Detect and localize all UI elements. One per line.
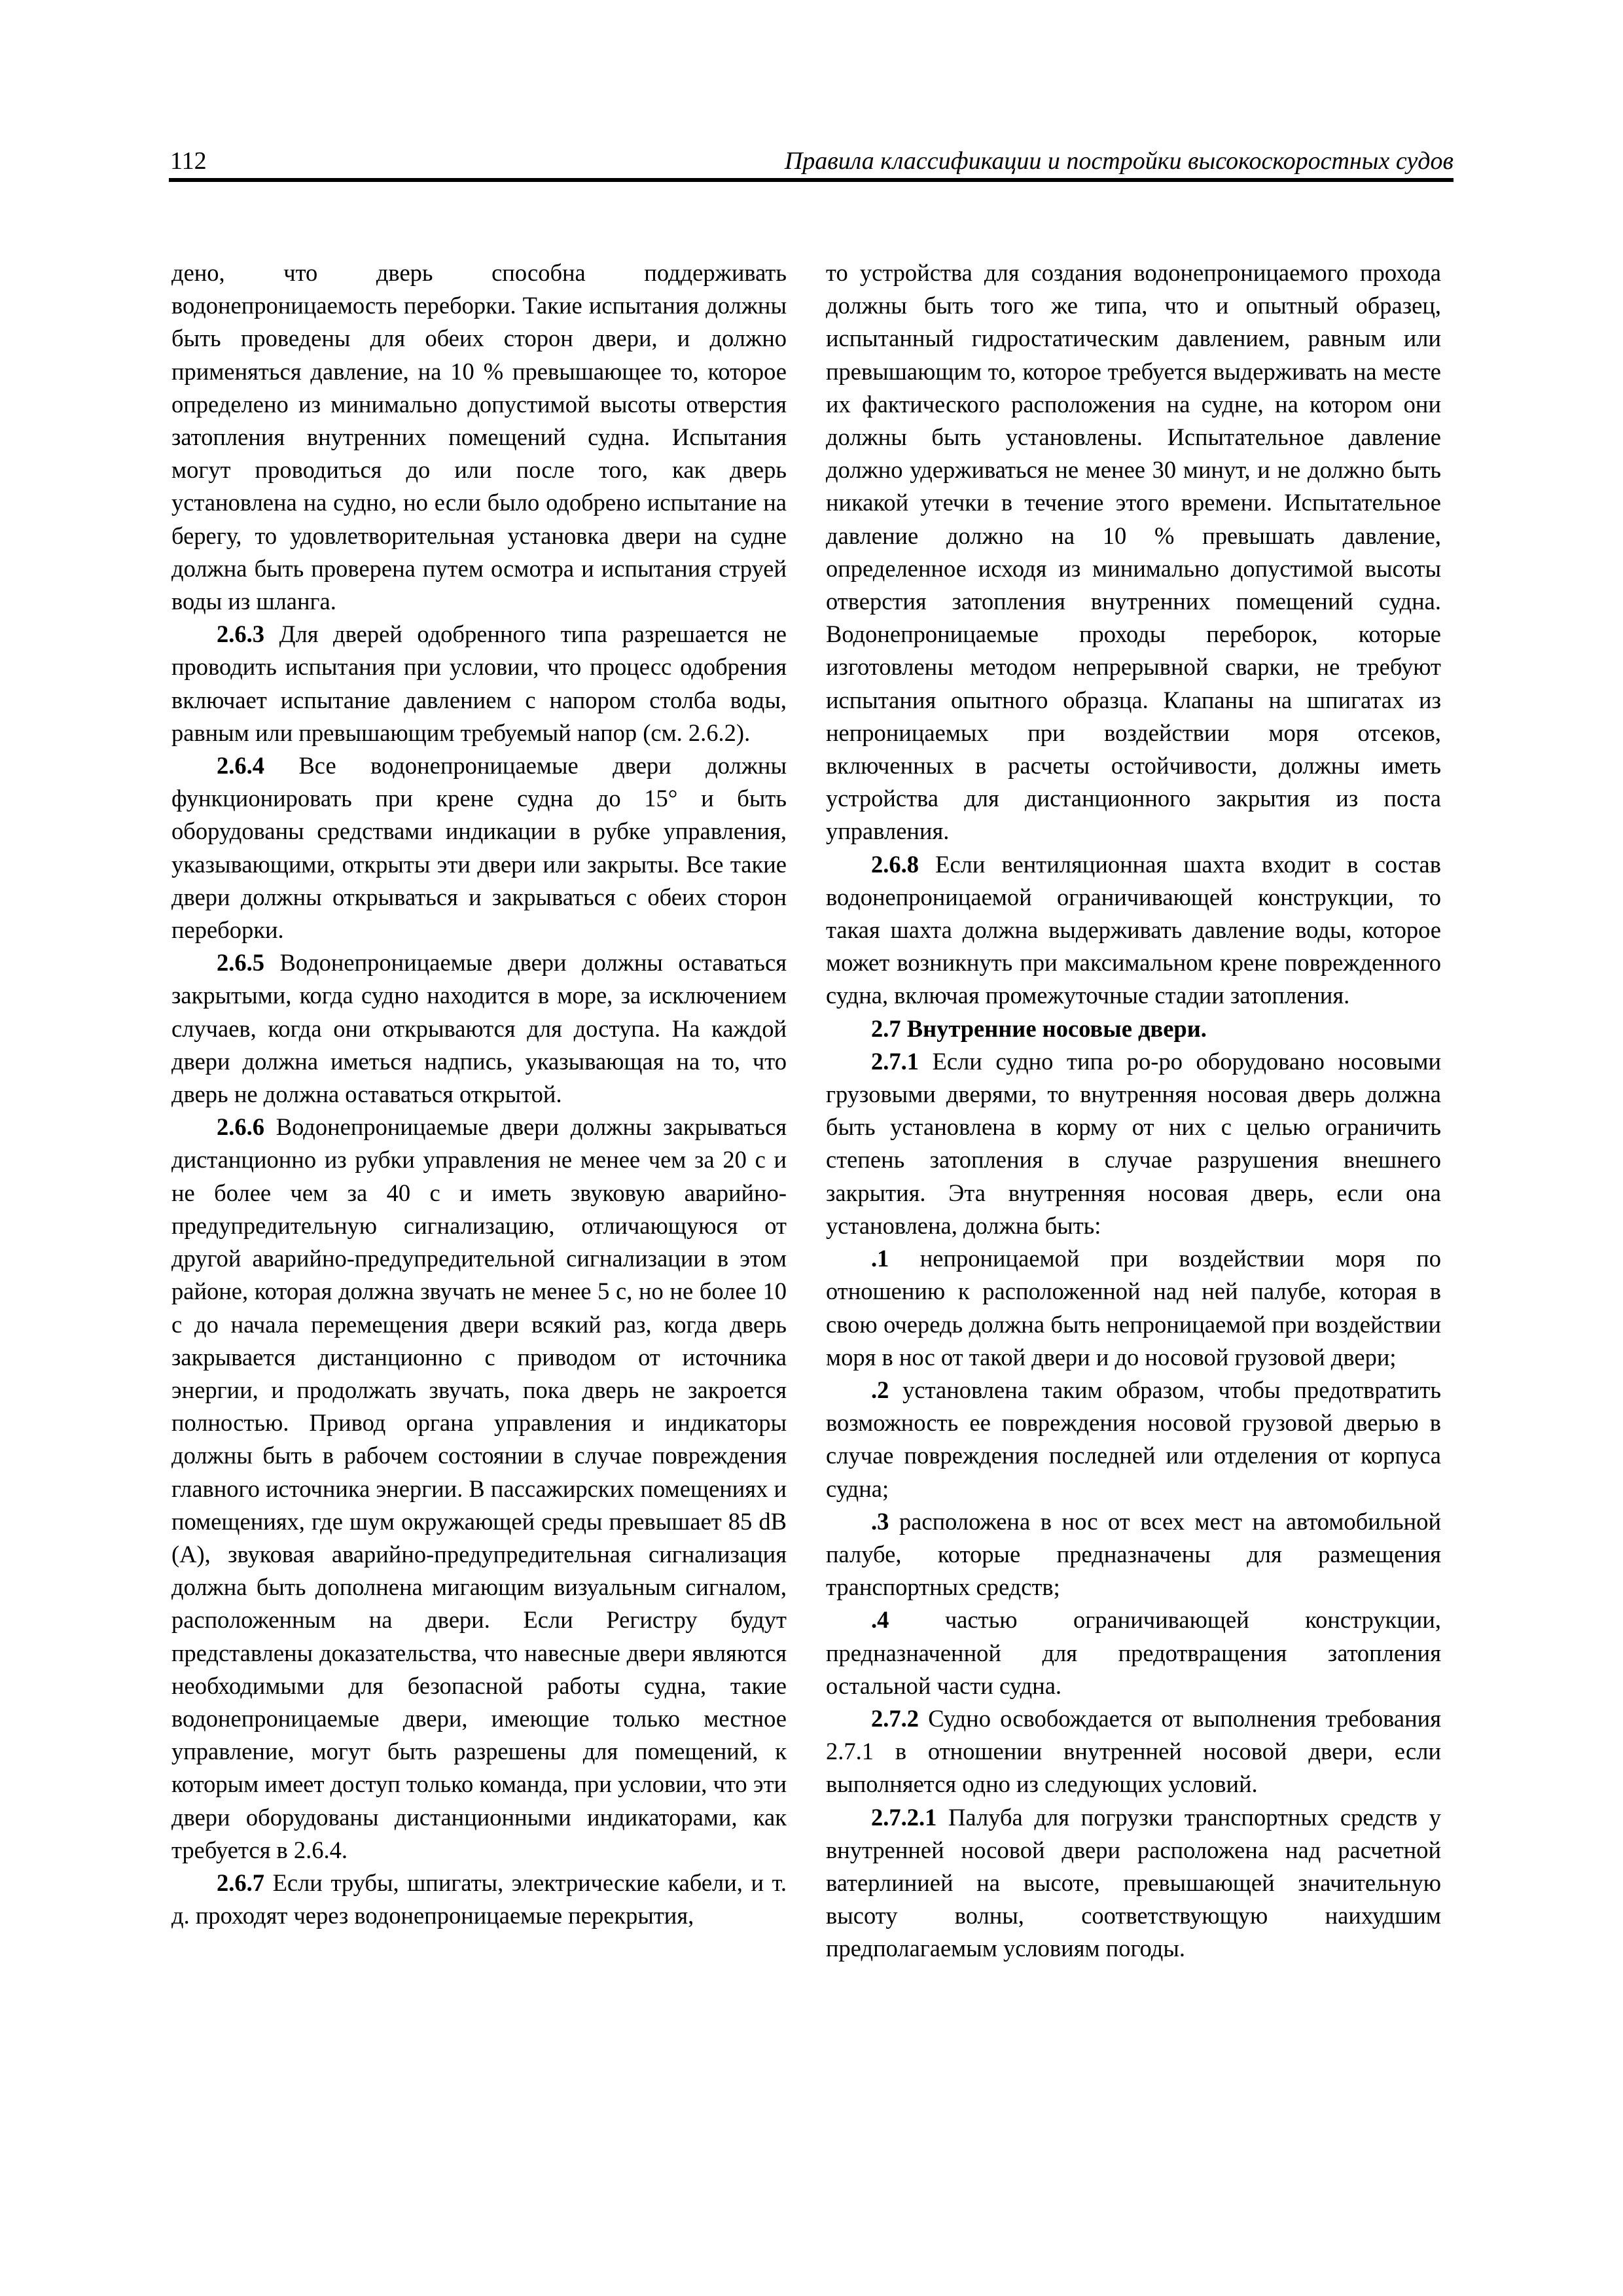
left-column [171, 257, 787, 1932]
paragraph-2-6-5: 2.6.5 Водонепроницаемые двери должны оставаться закрытыми, когда судно находится в море, за исключением случаев, когда они открываются для доступа. На каждой двери должна иметься надпись, указывающая на то, что дверь не должна оставаться открытой. [171, 949, 787, 1108]
paragraph-2-7-2-1: 2.7.2.1 Палуба для погрузки транспортных средств у внутренней носовой двери расположена над расчетной ватерлинией на высоте, превышающей значительную высоту волны, соответствующую наихудшим предполагаемым условиям погоды. [826, 1803, 1441, 1962]
list-item-1: .1 непроницаемой при воздействии моря по отношению к расположенной над ней палубе, которая в свою очередь должна быть непроницаемой при воздействии моря в нос от такой двери и до носовой грузовой двери; [826, 1245, 1441, 1371]
paragraph: дено, что дверь способна поддерживать водонепроницаемость переборки. Такие испытания должны быть проведены для обеих сторон двери, и должно применяться давление, на 10 % превышающее то, которое определено из минимально допустимой высоты отверстия затопления внутренних помещений судна. Испытания могут проводиться до или после того, как дверь установлена на судно, но если было одобрено испытание на берегу, то удовлетворительная установка двери на судне должна быть проверена путем осмотра и испытания струей воды из шланга. [171, 259, 787, 615]
list-item-3: .3 расположена в нос от всех мест на автомобильной палубе, которые предназначены для размещения транспортных средств; [826, 1507, 1441, 1601]
paragraph-2-6-8: 2.6.8 Если вентиляционная шахта входит в состав водонепроницаемой ограничивающей конструкции, то такая шахта должна выдерживать давление воды, которое может возникнуть при максимальном крене поврежденного судна, включая промежуточные стадии затопления. [826, 850, 1441, 1009]
page-number: 112 [170, 147, 207, 175]
paragraph-2-7-2: 2.7.2 Судно освобождается от выполнения требования 2.7.1 в отношении внутренней носовой двери, если выполняется одно из следующих условий. [826, 1704, 1441, 1798]
paragraph-2-6-4: 2.6.4 Все водонепроницаемые двери должны функционировать при крене судна до 15° и быть оборудованы средствами индикации в рубке управления, указывающими, открыты эти двери или закрыты. Все такие двери должны открываться и закрываться с обеих сторон переборки. [171, 752, 787, 944]
paragraph-2-7-1: 2.7.1 Если судно типа ро-ро оборудовано носовыми грузовыми дверями, то внутренняя носовая дверь должна быть установлена в корму от них с целью ограничить степень затопления в случае разрушения внешнего закрытия. Эта внутренняя носовая дверь, если она установлена, должна быть: [826, 1047, 1441, 1239]
right-column [826, 257, 1441, 1965]
paragraph-2-6-7: 2.6.7 Если трубы, шпигаты, электрические кабели, и т. д. проходят через водонепроницаемые перекрытия, [171, 1869, 787, 1929]
paragraph-2-6-3: 2.6.3 Для дверей одобренного типа разрешается не проводить испытания при условии, что процесс одобрения включает испытание давлением с напором столба воды, равным или превышающим требуемый напор (см. 2.6.2). [171, 620, 787, 746]
page-header [169, 145, 1454, 182]
paragraph: то устройства для создания водонепроницаемого прохода должны быть того же типа, что и опытный образец, испытанный гидростатическим давлением, равным или превышающим то, которое требуется выдерживать на месте их фактического расположения на судне, на котором они должны быть установлены. Испытательное давление должно удерживаться не менее 30 минут, и не должно быть никакой утечки в течение этого времени. Испытательное давление должно на 10 % превышать давление, определенное исходя из минимально допустимой высоты отверстия затопления внутренних помещений судна. Водонепроницаемые проходы переборок, которые изготовлены методом непрерывной сварки, не требуют испытания опытного образца. Клапаны на шпигатах из непроницаемых при воздействии моря отсеков, включенных в расчеты остойчивости, должны иметь устройства для дистанционного закрытия из поста управления. [826, 259, 1441, 845]
running-title: Правила классификации и постройки высокоскоростных судов [784, 147, 1454, 175]
list-item-2: .2 установлена таким образом, чтобы предотвратить возможность ее повреждения носовой грузовой дверью в случае повреждения последней или отделения от корпуса судна; [826, 1376, 1441, 1502]
paragraph-2-6-6: 2.6.6 Водонепроницаемые двери должны закрываться дистанционно из рубки управления не менее чем за 20 с и не более чем за 40 с и иметь звуковую аварийно-предупредительную сигнализацию, отличающуюся от другой аварийно-предупредительной сигнализации в этом районе, которая должна звучать не менее 5 с, но не более 10 с до начала перемещения двери всякий раз, когда дверь закрывается дистанционно с приводом от источника энергии, и продолжать звучать, пока дверь не закроется полностью. Привод органа управления и индикаторы должны быть в рабочем состоянии в случае повреждения главного источника энергии. В пассажирских помещениях и помещениях, где шум окружающей среды превышает 85 dB (A), звуковая аварийно-предупредительная сигнализация должна быть дополнена мигающим визуальным сигналом, расположенным на двери. Если Регистру будут представлены доказательства, что навесные двери являются необходимыми для безопасной работы судна, такие водонепроницаемые двери, имеющие только местное управление, могут быть разрешены для помещений, к которым имеет доступ только команда, при условии, что эти двери оборудованы дистанционными индикаторами, как требуется в 2.6.4. [171, 1113, 787, 1863]
list-item-4: .4 частью ограничивающей конструкции, предназначенной для предотвращения затопления остальной части судна. [826, 1606, 1441, 1699]
section-heading-2-7: 2.7 Внутренние носовые двери. [871, 1014, 1207, 1042]
